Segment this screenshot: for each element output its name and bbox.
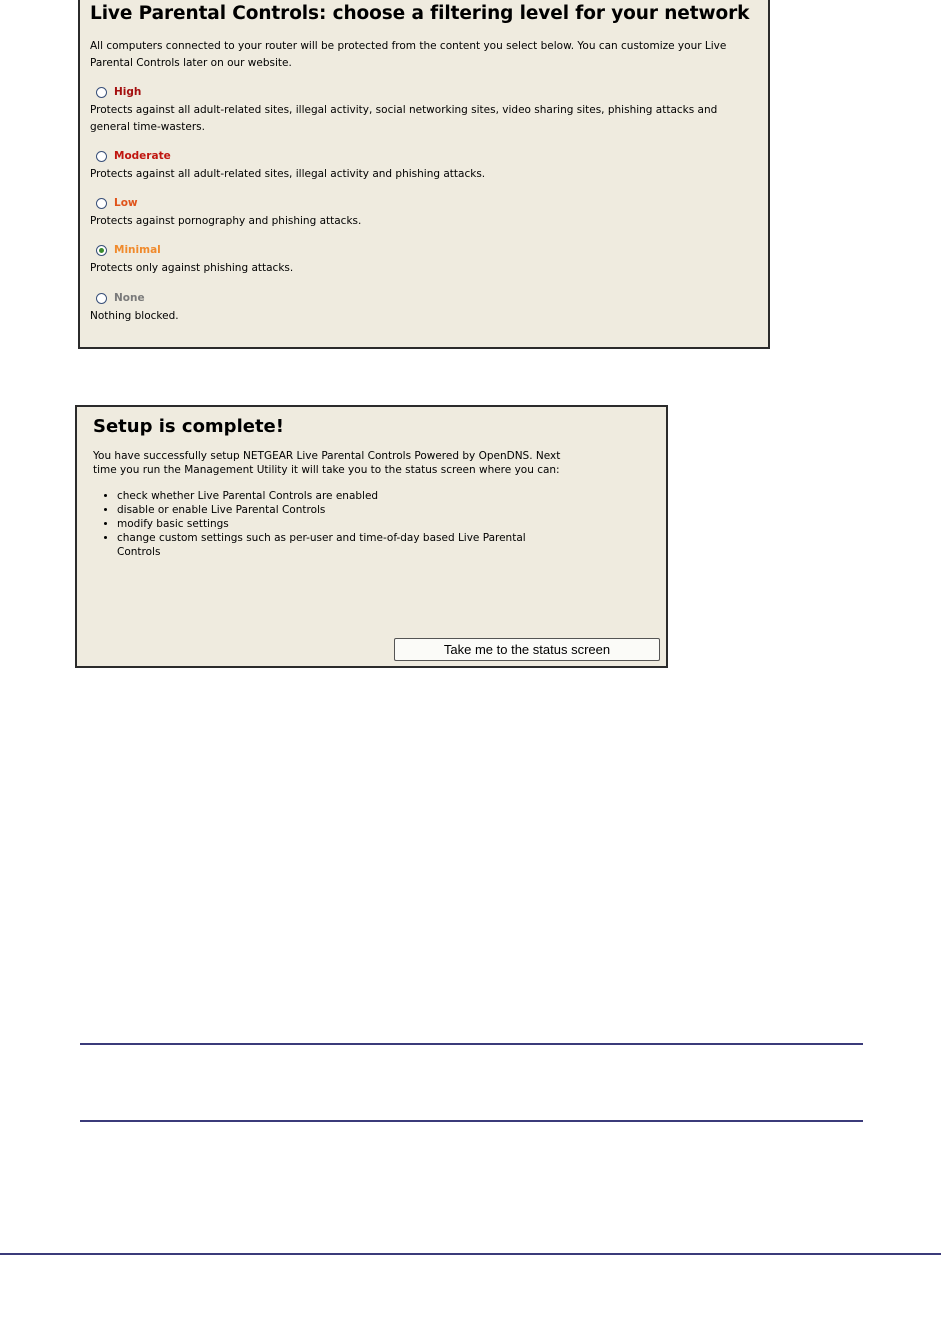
radio-low[interactable] [96,198,107,209]
setup-title: Setup is complete! [93,416,284,437]
feature-list [93,489,557,559]
option-low[interactable] [90,195,760,230]
option-moderate[interactable] [90,148,760,183]
setup-complete-panel [75,405,668,668]
filtering-intro: All computers connected to your router will be protected from the content you select below. You can customize your Live Parental Controls later on our website. [90,40,727,69]
option-label-moderate[interactable]: Moderate [114,150,171,162]
list-item: • check whether Live Parental Controls are enabled [117,489,557,503]
option-label-high[interactable]: High [114,86,142,98]
status-screen-button[interactable]: Take me to the status screen [394,638,660,661]
radio-high[interactable] [96,87,107,98]
option-desc-minimal: Protects only against phishing attacks. [90,262,294,274]
option-none[interactable] [90,290,760,325]
option-minimal[interactable] [90,242,760,277]
radio-none[interactable] [96,293,107,304]
option-desc-high: Protects against all adult-related sites, illegal activity, social networking sites, video sharing sites, phishing attacks and general time-wasters. [90,104,718,133]
radio-moderate[interactable] [96,151,107,162]
list-item: • modify basic settings [117,517,557,531]
page-footer-rule [0,1253,941,1255]
option-desc-moderate: Protects against all adult-related sites, illegal activity and phishing attacks. [90,168,486,180]
option-label-low[interactable]: Low [114,197,138,209]
filtering-title: Live Parental Controls: choose a filtering level for your network [90,3,750,24]
divider-top [80,1043,863,1045]
radio-minimal[interactable] [96,245,107,256]
list-item: • disable or enable Live Parental Controls [117,503,557,517]
filtering-level-panel [78,0,770,349]
option-desc-low: Protects against pornography and phishing attacks. [90,215,362,227]
option-desc-none: Nothing blocked. [90,310,179,322]
option-label-none[interactable]: None [114,292,145,304]
setup-message: You have successfully setup NETGEAR Live Parental Controls Powered by OpenDNS. Next time you run the Management Utility it will take you to the status screen where you can: [93,450,561,476]
divider-bottom [80,1120,863,1122]
option-label-minimal[interactable]: Minimal [114,244,161,256]
option-high[interactable] [90,84,760,136]
list-item: • change custom settings such as per-user and time-of-day based Live Parental Controls [117,531,557,559]
